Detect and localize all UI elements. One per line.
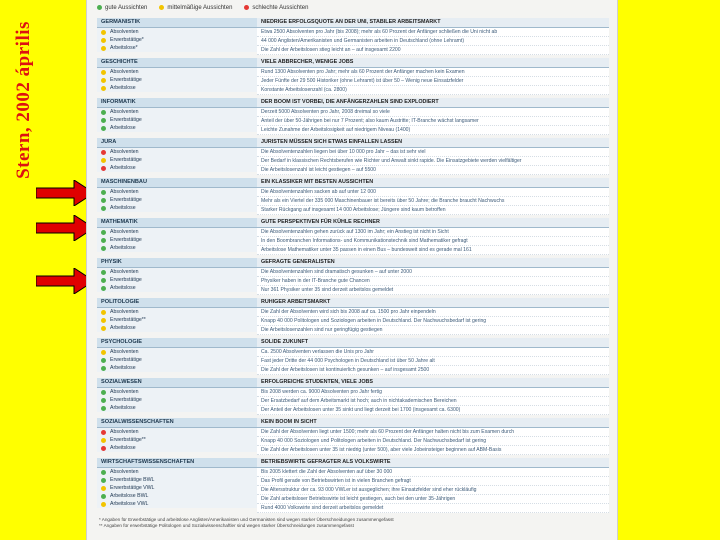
section-headline: KEIN BOOM IN SICHT bbox=[257, 418, 609, 428]
row-label-text: Erwerbstätige* bbox=[110, 37, 144, 43]
section-germanistik bbox=[97, 18, 609, 55]
row-label-text: Arbeitslose BWL bbox=[110, 493, 149, 499]
row-label bbox=[97, 356, 257, 364]
status-dot-icon bbox=[101, 326, 106, 331]
row-label bbox=[97, 308, 257, 316]
section-sozialwesen bbox=[97, 378, 609, 415]
section-headline: DER BOOM IST VORBEI, DIE ANFÄNGERZAHLEN SIND EXPLODIERT bbox=[257, 98, 609, 108]
footnotes bbox=[97, 517, 609, 529]
row-text: Etwa 2500 Absolventen pro Jahr (bis 2008); mehr als 60 Prozent der Anfänger schließen die Uni nicht ab bbox=[257, 28, 609, 37]
row-label bbox=[97, 188, 257, 196]
row-label bbox=[97, 500, 257, 508]
status-dot-icon bbox=[101, 230, 106, 235]
row-label-text: Arbeitslose VWL bbox=[110, 501, 149, 507]
row-label-text: Arbeitslose bbox=[110, 405, 136, 411]
row-text: Die Zahl der Absolventen liegt unter 1500; mehr als 60 Prozent der Anfänger halten nicht bis zum Examen durch bbox=[257, 428, 609, 437]
row-label-text: Arbeitslose bbox=[110, 125, 136, 131]
row-label-text: Arbeitslose bbox=[110, 85, 136, 91]
row-label bbox=[97, 196, 257, 204]
status-dot-icon bbox=[101, 118, 106, 123]
section-name: WIRTSCHAFTSWISSENSCHAFTEN bbox=[97, 458, 257, 468]
row-label bbox=[97, 284, 257, 292]
status-dot-icon bbox=[101, 318, 106, 323]
row-text: Arbeitslose Mathematiker unter 35 passen in einen Bus – bundesweit sind es gerade mal 161 bbox=[257, 246, 609, 255]
row-label bbox=[97, 236, 257, 244]
row-label bbox=[97, 84, 257, 92]
status-dot-icon bbox=[101, 310, 106, 315]
row-label bbox=[97, 396, 257, 404]
row-label bbox=[97, 324, 257, 332]
status-dot-icon bbox=[101, 478, 106, 483]
vertical-title bbox=[2, 0, 46, 200]
row-text: Derzeit 5000 Absolventen pro Jahr, 2008 dreimal so viele bbox=[257, 108, 609, 117]
status-dot-icon bbox=[101, 198, 106, 203]
row-label bbox=[97, 68, 257, 76]
section-name: GERMANISTIK bbox=[97, 18, 257, 28]
row-label bbox=[97, 444, 257, 452]
row-text: Die Zahl der Arbeitslosen stieg leicht an – auf insgesamt 2200 bbox=[257, 46, 609, 55]
status-dot-icon bbox=[101, 486, 106, 491]
legend-item-medium: mittelmäßige Aussichten bbox=[159, 5, 232, 11]
row-text: Physiker haben in der IT-Branche gute Chancen bbox=[257, 277, 609, 286]
section-headline: SOLIDE ZUKUNFT bbox=[257, 338, 609, 348]
row-label-text: Absolventen bbox=[110, 269, 139, 275]
row-text: Die Absolventenzahlen sacken ab auf unter 12 000 bbox=[257, 188, 609, 197]
status-dot-icon bbox=[101, 406, 106, 411]
row-label-text: Erwerbstätige bbox=[110, 197, 142, 203]
section-wirtschaftswissenschaften bbox=[97, 458, 609, 513]
row-text: Leichte Zunahme der Arbeitslosigkeit auf niedrigem Niveau (1400) bbox=[257, 126, 609, 135]
row-label-text: Absolventen bbox=[110, 149, 139, 155]
section-psychologie bbox=[97, 338, 609, 375]
row-text: Nur 361 Physiker unter 35 sind derzeit arbeitslos gemeldet bbox=[257, 286, 609, 295]
row-label-text: Absolventen bbox=[110, 189, 139, 195]
row-label-text: Absolventen bbox=[110, 469, 139, 475]
section-headline: VIELE ABBRECHER, WENIGE JOBS bbox=[257, 58, 609, 68]
row-label bbox=[97, 36, 257, 44]
row-label bbox=[97, 316, 257, 324]
section-headline: NIEDRIGE ERFOLGSQUOTE AN DER UNI, STABILER ARBEITSMARKT bbox=[257, 18, 609, 28]
row-label bbox=[97, 228, 257, 236]
section-headline: GEFRAGTE GENERALISTEN bbox=[257, 258, 609, 268]
row-text: Das Profil gerade von Betriebswirten ist in vielen Branchen gefragt bbox=[257, 477, 609, 486]
row-label-text: Absolventen bbox=[110, 389, 139, 395]
row-text: Die Zahl arbeitsloser Betriebswirte ist leicht gestiegen, auch bei den unter 35-Jährigen bbox=[257, 495, 609, 504]
row-label bbox=[97, 28, 257, 36]
row-label-text: Absolventen bbox=[110, 69, 139, 75]
section-politologie bbox=[97, 298, 609, 335]
row-label-text: Absolventen bbox=[110, 349, 139, 355]
side-title-text: Stern, 2002 április bbox=[13, 21, 34, 179]
row-text: Rund 4000 Volkswirte sind derzeit arbeitslos gemeldet bbox=[257, 504, 609, 513]
row-label bbox=[97, 492, 257, 500]
row-text: Die Zahl der Arbeitslosen ist kontinuierlich gesunken – auf insgesamt 2500 bbox=[257, 366, 609, 375]
section-name: SOZIALWISSENSCHAFTEN bbox=[97, 418, 257, 428]
row-label bbox=[97, 388, 257, 396]
status-dot-icon bbox=[101, 398, 106, 403]
row-text: Ca. 2500 Absolventen verlassen die Unis pro Jahr bbox=[257, 348, 609, 357]
status-dot-icon bbox=[101, 126, 106, 131]
status-dot-icon bbox=[101, 502, 106, 507]
status-dot-icon bbox=[101, 470, 106, 475]
study-table bbox=[97, 18, 609, 529]
status-dot-icon bbox=[101, 278, 106, 283]
row-label bbox=[97, 44, 257, 52]
document-page bbox=[86, 0, 618, 540]
row-text: Die Altersstruktur der ca. 93 000 VWLer ist ausgeglichen; ihre Einsatzfelder sind eher rückläufig bbox=[257, 486, 609, 495]
status-dot-icon bbox=[101, 110, 106, 115]
section-name: INFORMATIK bbox=[97, 98, 257, 108]
status-dot-icon bbox=[101, 286, 106, 291]
status-dot-icon bbox=[101, 70, 106, 75]
legend bbox=[87, 0, 617, 16]
status-dot-icon bbox=[101, 430, 106, 435]
footnote: ** Angaben für erwerbstätige Politologen und Sozialwissenschaftler sind wegen starker Überschneidungen zusammengefasst bbox=[99, 523, 354, 528]
status-dot-icon bbox=[101, 246, 106, 251]
row-text: Konstante Arbeitslosenzahl (ca. 2800) bbox=[257, 86, 609, 95]
status-dot-icon bbox=[101, 78, 106, 83]
row-label bbox=[97, 476, 257, 484]
status-dot-icon bbox=[101, 238, 106, 243]
row-text: Anteil der über 50-Jährigen bei nur 7 Prozent; also kaum Austritte; IT-Branche wächst langsamer bbox=[257, 117, 609, 126]
row-label bbox=[97, 364, 257, 372]
legend-item-good: gute Aussichten bbox=[97, 5, 147, 11]
section-name: MATHEMATIK bbox=[97, 218, 257, 228]
row-label bbox=[97, 428, 257, 436]
status-dot-icon bbox=[101, 46, 106, 51]
row-text: Starker Rückgang auf insgesamt 14 000 Arbeitslose; Jüngere sind kaum betroffen bbox=[257, 206, 609, 215]
row-label-text: Erwerbstätige bbox=[110, 237, 142, 243]
row-label-text: Arbeitslose bbox=[110, 285, 136, 291]
section-name: SOZIALWESEN bbox=[97, 378, 257, 388]
status-dot-icon bbox=[101, 190, 106, 195]
row-label-text: Absolventen bbox=[110, 109, 139, 115]
row-label-text: Erwerbstätige** bbox=[110, 437, 146, 443]
row-label-text: Arbeitslose bbox=[110, 365, 136, 371]
legend-item-bad: schlechte Aussichten bbox=[244, 5, 308, 11]
row-label bbox=[97, 76, 257, 84]
section-informatik bbox=[97, 98, 609, 135]
row-text: Die Absolventenzahlen sind dramatisch gesunken – auf unter 2000 bbox=[257, 268, 609, 277]
row-label bbox=[97, 436, 257, 444]
row-text: Die Arbeitslosenzahlen sind nur geringfügig gestiegen bbox=[257, 326, 609, 335]
section-name: PSYCHOLOGIE bbox=[97, 338, 257, 348]
row-label bbox=[97, 156, 257, 164]
row-label bbox=[97, 148, 257, 156]
row-text: Bis 2008 werden ca. 9000 Absolventen pro Jahr fertig bbox=[257, 388, 609, 397]
section-sozialwissenschaften bbox=[97, 418, 609, 455]
row-text: Bis 2005 klettert die Zahl der Absolventen auf über 30 000 bbox=[257, 468, 609, 477]
section-headline: JURISTEN MÜSSEN SICH ETWAS EINFALLEN LASSEN bbox=[257, 138, 609, 148]
row-text: Knapp 40 000 Politologen und Soziologen arbeiten in Deutschland. Der Nachwuchsbedarf ist gering bbox=[257, 317, 609, 326]
row-label-text: Arbeitslose bbox=[110, 245, 136, 251]
status-dot-icon bbox=[101, 446, 106, 451]
row-label-text: Absolventen bbox=[110, 29, 139, 35]
section-name: MASCHINENBAU bbox=[97, 178, 257, 188]
row-label-text: Erwerbstätige BWL bbox=[110, 477, 155, 483]
row-text: Die Absolventenzahlen liegen bei über 10 000 pro Jahr – das ist sehr viel bbox=[257, 148, 609, 157]
status-dot-icon bbox=[101, 166, 106, 171]
section-name: JURA bbox=[97, 138, 257, 148]
section-headline: RUHIGER ARBEITSMARKT bbox=[257, 298, 609, 308]
row-text: 44 000 Anglisten/Amerikanisten und Germanisten arbeiten in Deutschland (ohne Lehramt) bbox=[257, 37, 609, 46]
section-jura bbox=[97, 138, 609, 175]
section-headline: EIN KLASSIKER MIT BESTEN AUSSICHTEN bbox=[257, 178, 609, 188]
row-text: Knapp 40 000 Soziologen und Politologen arbeiten in Deutschland. Der Nachwuchsbedarf ist gering bbox=[257, 437, 609, 446]
section-name: PHYSIK bbox=[97, 258, 257, 268]
footnote: * Angaben für Erwerbstätige und arbeitslose Anglisten/Amerikanisten und Germanisten sind wegen starker Überschneidungen zusammengefasst bbox=[99, 517, 394, 522]
row-label-text: Erwerbstätige bbox=[110, 357, 142, 363]
section-headline: ERFOLGREICHE STUDENTEN, VIELE JOBS bbox=[257, 378, 609, 388]
section-mathematik bbox=[97, 218, 609, 255]
row-label-text: Erwerbstätige** bbox=[110, 317, 146, 323]
status-dot-icon bbox=[101, 158, 106, 163]
row-label-text: Absolventen bbox=[110, 229, 139, 235]
row-label-text: Erwerbstätige bbox=[110, 397, 142, 403]
row-label bbox=[97, 116, 257, 124]
row-label-text: Erwerbstätige bbox=[110, 77, 142, 83]
row-text: In den Boombranchen Informations- und Kommunikationstechnik sind Mathematiker gefragt bbox=[257, 237, 609, 246]
row-text: Die Absolventenzahlen gehen zurück auf 1300 im Jahr; ein Anstieg ist nicht in Sicht bbox=[257, 228, 609, 237]
row-label-text: Absolventen bbox=[110, 309, 139, 315]
section-headline: GUTE PERSPEKTIVEN FÜR KÜHLE RECHNER bbox=[257, 218, 609, 228]
row-label-text: Erwerbstätige bbox=[110, 157, 142, 163]
row-label-text: Erwerbstätige bbox=[110, 277, 142, 283]
row-label bbox=[97, 348, 257, 356]
status-dot-icon bbox=[101, 350, 106, 355]
status-dot-icon bbox=[101, 366, 106, 371]
section-geschichte bbox=[97, 58, 609, 95]
status-dot-icon bbox=[101, 494, 106, 499]
row-label bbox=[97, 484, 257, 492]
row-text: Rund 1300 Absolventen pro Jahr; mehr als 60 Prozent der Anfänger machen kein Examen bbox=[257, 68, 609, 77]
section-headline: BETRIEBSWIRTE GEFRAGTER ALS VOLKSWIRTE bbox=[257, 458, 609, 468]
row-label bbox=[97, 108, 257, 116]
status-dot-icon bbox=[101, 358, 106, 363]
status-dot-icon bbox=[101, 270, 106, 275]
row-label bbox=[97, 276, 257, 284]
section-maschinenbau bbox=[97, 178, 609, 215]
row-label bbox=[97, 468, 257, 476]
status-dot-icon bbox=[101, 150, 106, 155]
row-label-text: Absolventen bbox=[110, 429, 139, 435]
row-label bbox=[97, 404, 257, 412]
row-label bbox=[97, 244, 257, 252]
status-dot-icon bbox=[101, 30, 106, 35]
row-text: Jeder Fünfte der 29 500 Historiker (ohne Lehramt) ist über 50 – Wenig neue Einsatzfelder bbox=[257, 77, 609, 86]
section-name: GESCHICHTE bbox=[97, 58, 257, 68]
status-dot-icon bbox=[101, 38, 106, 43]
row-text: Der Ersatzbedarf auf dem Arbeitsmarkt ist hoch; auch in nichtakademischen Bereichen bbox=[257, 397, 609, 406]
row-label-text: Arbeitslose* bbox=[110, 45, 138, 51]
row-label-text: Arbeitslose bbox=[110, 445, 136, 451]
row-label-text: Erwerbstätige VWL bbox=[110, 485, 155, 491]
status-dot-icon bbox=[101, 206, 106, 211]
row-label bbox=[97, 164, 257, 172]
row-label-text: Arbeitslose bbox=[110, 165, 136, 171]
row-text: Der Bedarf in klassischen Rechtsberufen wie Richter und Anwalt sinkt rapide. Die Einsatzgebiete werden vielfältiger bbox=[257, 157, 609, 166]
status-dot-icon bbox=[101, 86, 106, 91]
row-text: Der Anteil der Arbeitslosen unter 35 sinkt und liegt derzeit bei 1700 (insgesamt ca. 6300) bbox=[257, 406, 609, 415]
row-text: Die Zahl der Arbeitslosen unter 35 ist niedrig (unter 500), aber viele Jobeinsteiger beginnen auf ABM-Basis bbox=[257, 446, 609, 455]
status-dot-icon bbox=[101, 390, 106, 395]
row-label-text: Erwerbstätige bbox=[110, 117, 142, 123]
row-text: Mehr als ein Viertel der 335 000 Maschinenbauer ist bereits über 50 Jahre; die Branche braucht Nachwuchs bbox=[257, 197, 609, 206]
status-dot-icon bbox=[101, 438, 106, 443]
row-label bbox=[97, 268, 257, 276]
row-label-text: Arbeitslose bbox=[110, 205, 136, 211]
section-name: POLITOLOGIE bbox=[97, 298, 257, 308]
row-label bbox=[97, 204, 257, 212]
row-label-text: Arbeitslose bbox=[110, 325, 136, 331]
section-physik bbox=[97, 258, 609, 295]
row-text: Die Zahl der Absolventen wird sich bis 2008 auf ca. 1500 pro Jahr einpendeln bbox=[257, 308, 609, 317]
row-text: Die Arbeitslosenzahl ist leicht gestiegen – auf 5500 bbox=[257, 166, 609, 175]
row-label bbox=[97, 124, 257, 132]
row-text: Fast jeder Dritte der 44 000 Psychologen in Deutschland ist über 50 Jahre alt bbox=[257, 357, 609, 366]
